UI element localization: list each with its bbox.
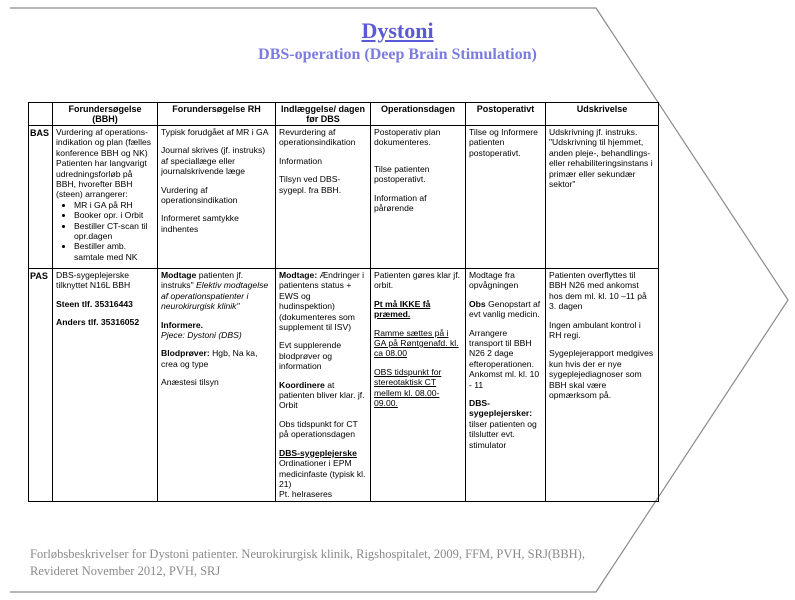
pas-udskrivelse — [546, 269, 659, 502]
footer-note: Forløbsbeskrivelser for Dystoni patienter. Neurokirurgisk klinik, Rigshospitalet, 2009, FFM, PVH, SRJ(BBH), Revideret November 2012, PVH, SRJ — [30, 547, 585, 578]
pas-postoperativt — [466, 269, 546, 502]
pas-indlaeggelse — [276, 269, 371, 502]
bas-indlaeggelse — [276, 126, 371, 269]
page-subtitle: DBS-operation (Deep Brain Stimulation) — [258, 46, 537, 63]
page-title: Dystoni — [361, 18, 434, 43]
text: Anæstesi tilsyn — [161, 377, 219, 388]
text: Pjece: Dystoni (DBS) — [161, 330, 242, 341]
bas-label: BAS — [29, 126, 53, 269]
text: Tilse og Informere patienten postoperativt. — [469, 127, 538, 158]
list-item: • Bestiller amb. samtale med NK — [74, 241, 154, 262]
text: Modtage: Ændringer i patientens status + EWS og hudinspektion) (dokumenteres som supplement til ISV) — [279, 270, 365, 333]
text: Patienten overflyttes til BBH N26 med ankomst hos dem ml. kl. 10 –11 på 3. dagen — [549, 270, 647, 312]
text: Revurdering af operationsindikation — [279, 127, 356, 148]
header-postoperativt: Postoperativt — [466, 103, 546, 126]
pas-row — [29, 269, 659, 502]
text: Modtage patienten jf. instruks" Elektiv modtagelse af operationspatienter i neurokirurgisk klinik" — [161, 270, 269, 312]
text: Information — [279, 155, 322, 166]
header-operationsdagen: Operationsdagen — [371, 103, 466, 126]
text: Modtage fra opvågningen — [469, 270, 519, 291]
header-forundersogelse-rh: Forundersøgelse RH — [158, 103, 276, 126]
list-item: • Booker opr. i Orbit — [74, 210, 154, 220]
text: DBS-sygeplejersker: — [469, 398, 533, 419]
text: Postoperativ plan dokumenteres. — [374, 127, 441, 148]
header-forundersogelse-bbh: Forundersøgelse (BBH) — [53, 103, 158, 126]
header-cell-empty — [29, 103, 53, 126]
text: Pt. helraseres — [279, 489, 333, 500]
pas-forundersogelse-rh — [158, 269, 276, 502]
text: Information af pårørende — [374, 192, 427, 214]
text: Koordinere at patienten bliver klar. jf. Orbit — [279, 379, 365, 411]
text: Sygeplejerapport medgives kun hvis der er nye sygeplejediagnoser som BBH skal være opmærksom på. — [549, 348, 654, 401]
text: Vurdering af operationsindikation — [161, 184, 238, 206]
text: Udskrivning jf. instruks. "Udskrivning til hjemmet, anden pleje-, behandlings- eller rehabiliteringsinstans i primær eller sekundær sektor" — [549, 127, 653, 190]
bas-postoperativt — [466, 126, 546, 269]
text: DBS-sygeplejerske tilknyttet N16L BBH — [56, 270, 131, 291]
text: DBS-sygeplejerske — [279, 447, 357, 458]
text: Informeret samtykke indhentes — [161, 213, 239, 234]
text: Journal skrives (jf. instruks) af speciallæge eller journalskrivende læge — [161, 145, 266, 177]
phone-anders: Anders tlf. 35316052 — [56, 317, 140, 328]
text: Patienten gøres klar jf. orbit. — [374, 270, 460, 291]
text: Typisk forudgået af MR i GA — [161, 127, 269, 137]
text: Tilse patienten postoperativt. — [374, 163, 430, 185]
text: Informere. — [161, 319, 204, 330]
bas-row — [29, 126, 659, 269]
header-udskrivelse: Udskrivelse — [546, 103, 659, 126]
bas-udskrivelse — [546, 126, 659, 269]
header-indlaeggelse: Indlæggelse/ dagen før DBS — [276, 103, 371, 126]
header-row — [29, 103, 659, 126]
pathway-table — [28, 102, 659, 502]
phone-steen: Steen tlf. 35316443 — [56, 298, 133, 309]
bas-forundersogelse-rh — [158, 126, 276, 269]
text: Ordinationer i EPM medicinfaste (typisk kl. 21) — [279, 458, 366, 489]
text: Vurdering af operations-indikation og plan (fælles konference BBH og NK) — [56, 127, 152, 158]
text: Blodprøver: Hgb, Na ka, crea og type — [161, 348, 258, 369]
text: Obs tidspunkt for CT på operationsdagen — [279, 418, 358, 440]
text: tilser patienten og tilslutter evt. stimulator — [469, 418, 537, 450]
bas-forundersogelse-bbh — [53, 126, 158, 269]
text: Ramme sættes på i GA på Røntgenafd. kl. ca 08.00 — [374, 327, 459, 359]
bas-operationsdagen — [371, 126, 466, 269]
list — [56, 200, 154, 262]
text: Ingen ambulant kontrol i RH regi. — [549, 319, 641, 341]
text: Arrangere transport til BBH N26 2 dage efteroperationen. Ankomst ml. kl. 10 - 11 — [469, 327, 540, 390]
text: Patienten har langvarigt udredningsforløb på BBH, hvorefter BBH (steen) arrangerer: — [56, 158, 147, 200]
text: Obs Genopstart af evt vanlig medicin. — [469, 298, 541, 320]
text: Tilsyn ved DBS-sygepl. fra BBH. — [279, 174, 342, 195]
list-item: • Bestiller CT-scan til opr.dagen — [74, 221, 154, 242]
text: Evt supplerende blodprøver og information — [279, 340, 342, 372]
pas-label: PAS — [29, 269, 53, 502]
text: OBS tidspunkt for stereotaktisk CT mellem kl. 08.00-09.00. — [374, 366, 442, 409]
list-item: • MR i GA på RH — [74, 200, 154, 210]
text: Pt må IKKE få præmed. — [374, 298, 431, 320]
pas-operationsdagen — [371, 269, 466, 502]
pas-forundersogelse-bbh — [53, 269, 158, 502]
